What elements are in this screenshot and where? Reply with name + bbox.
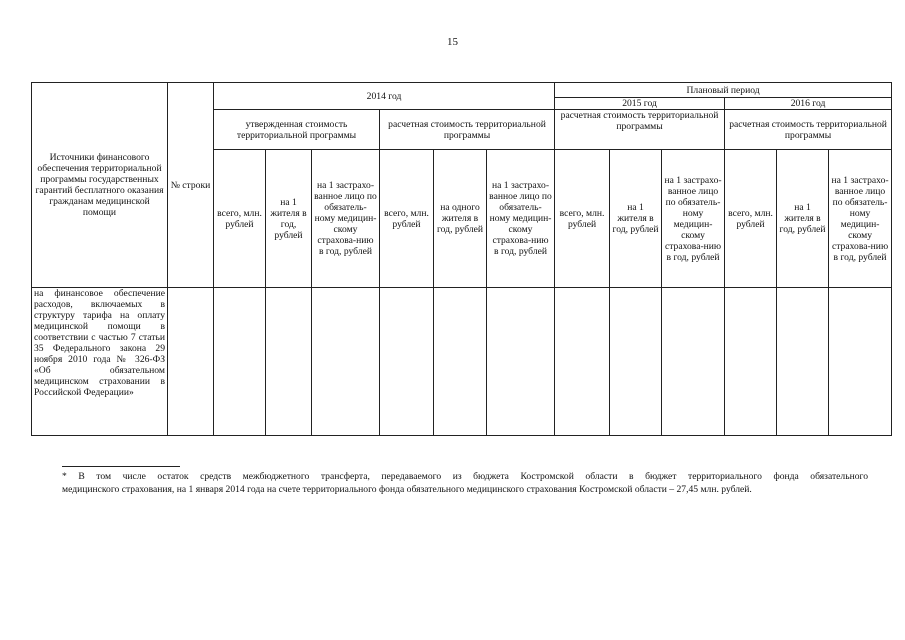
row-cell [662, 288, 725, 436]
row-cell [829, 288, 892, 436]
row-description: на финансовое обеспечение расходов, включаемых в структуру тарифа на оплату медицинской помощи в соответствии с частью 7 статьи 35 Федерального закона 29 ноября 2010 года № 326-ФЗ «Об обязательном медицинском страховании в Российской Федерации» [32, 288, 168, 436]
col-total: всего, млн. рублей [555, 150, 610, 288]
col-per-resident: на 1 жителя в год, рублей [266, 150, 312, 288]
col-total: всего, млн. рублей [214, 150, 266, 288]
row-cell [725, 288, 777, 436]
col-total: всего, млн. рублей [380, 150, 434, 288]
page-number: 15 [447, 36, 458, 48]
col-per-insured: на 1 застрахо-ванное лицо по обязатель-ному медицин-скому страхова-нию в год, рублей [662, 150, 725, 288]
col-per-insured: на 1 застрахо-ванное лицо по обязатель-ному медицин-скому страхова-нию в год, рублей [312, 150, 380, 288]
table-row [32, 288, 892, 436]
planned-period-header: Плановый период [555, 83, 892, 98]
col-per-resident: на одного жителя в год, рублей [434, 150, 487, 288]
footnote-divider [62, 466, 180, 467]
row-number-header: № строки [168, 83, 214, 288]
calc-cost-2015-header: расчетная стоимость территориальной программы [555, 110, 725, 150]
row-cell [777, 288, 829, 436]
row-cell [487, 288, 555, 436]
row-cell [380, 288, 434, 436]
col-per-resident: на 1 жителя в год, рублей [610, 150, 662, 288]
footnote-line-2: медицинского страхования, на 1 января 2014 года на счете территориального фонда обязательного медицинского страхования Костромской области – 27,45 млн. рублей. [62, 484, 752, 495]
calc-cost-2014-header: расчетная стоимость территориальной программы [380, 110, 555, 150]
col-per-insured: на 1 застрахо-ванное лицо по обязатель-ному медицин-скому страхова-нию в год, рублей [829, 150, 892, 288]
col-per-insured: на 1 застрахо-ванное лицо по обязатель-ному медицин-скому страхова-нию в год, рублей [487, 150, 555, 288]
source-header: Источники финансового обеспечения территориальной программы государственных гарантий бесплатного оказания гражданам медицинской помощи [32, 83, 168, 288]
row-cell [266, 288, 312, 436]
row-cell [555, 288, 610, 436]
col-total: всего, млн. рублей [725, 150, 777, 288]
row-cell [168, 288, 214, 436]
row-cell [610, 288, 662, 436]
row-cell [434, 288, 487, 436]
footnote-line-1: * В том числе остаток средств межбюджетного трансферта, передаваемого из бюджета Костромской области в бюджет территориального фонда обязательного [62, 471, 868, 482]
calc-cost-2016-header: расчетная стоимость территориальной программы [725, 110, 892, 150]
financing-table [31, 82, 892, 436]
approved-cost-header: утвержденная стоимость территориальной программы [214, 110, 380, 150]
row-cell [312, 288, 380, 436]
year-2015-header: 2015 год [555, 98, 725, 110]
footnote [62, 470, 868, 496]
year-2014-header: 2014 год [214, 83, 555, 110]
row-cell [214, 288, 266, 436]
year-2016-header: 2016 год [725, 98, 892, 110]
col-per-resident: на 1 жителя в год, рублей [777, 150, 829, 288]
